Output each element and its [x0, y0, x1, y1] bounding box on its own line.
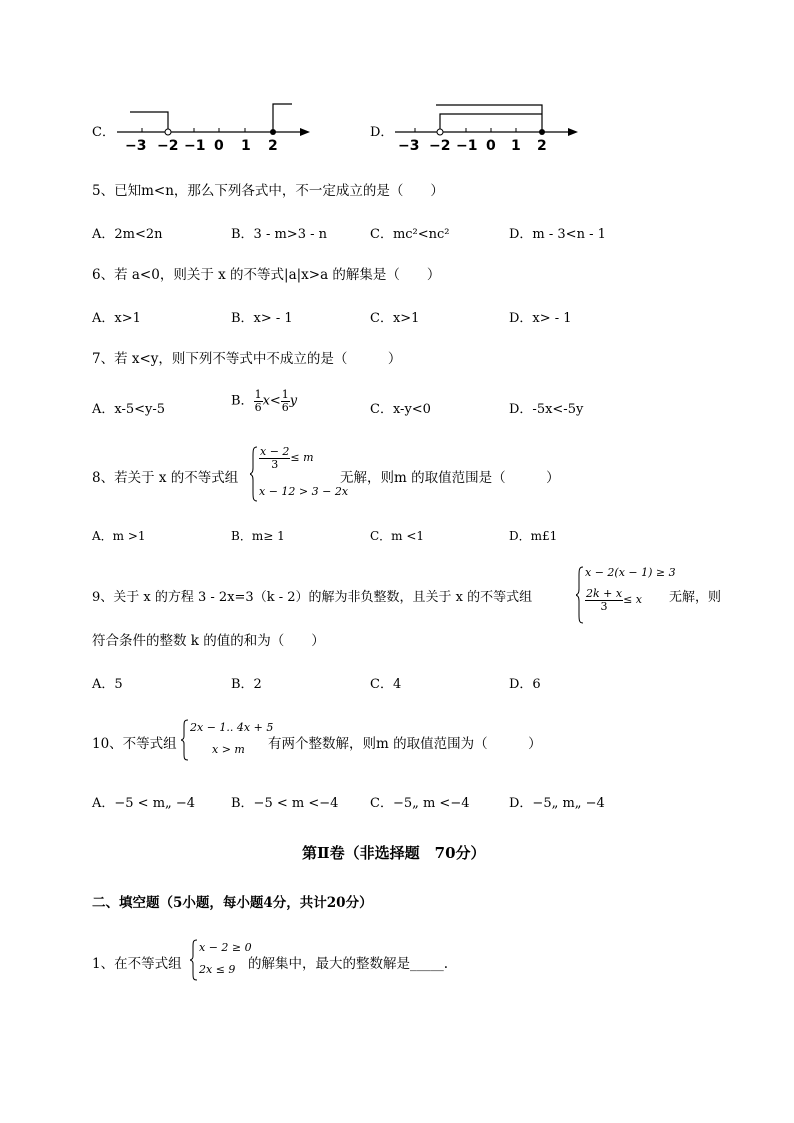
tick-label: 2	[537, 138, 547, 154]
question-8-stem-pre: 8、若关于 x 的不等式组	[92, 470, 239, 486]
tick-label: 2	[268, 138, 278, 154]
section-title: 第Ⅱ卷（非选择题 70分）	[302, 844, 486, 862]
fill-section-heading: 二、填空题（5小题，每小题4分，共计20分）	[92, 895, 373, 911]
option-c-label: C．	[92, 125, 115, 140]
q6-option-b: B．x> - 1	[231, 311, 293, 326]
q6-option-d: D．x> - 1	[509, 311, 572, 326]
q8-system-line2: x − 12 > 3 − 2x	[259, 485, 349, 498]
number-line-d	[390, 100, 590, 155]
question-8-stem-post: 无解，则m 的取值范围是（ ）	[340, 470, 560, 486]
question-9-stem-line2: 符合条件的整数 k 的值的和为（ ）	[92, 633, 325, 649]
tick-label: 1	[241, 138, 251, 154]
tick-label: 0	[214, 138, 224, 154]
q5-option-b: B．3 - m>3 - n	[231, 227, 328, 242]
q10-option-c: C．−5„ m <−4	[370, 796, 470, 811]
q9-option-c: C．4	[370, 677, 402, 692]
q7-option-d: D．-5x<-5y	[509, 402, 584, 417]
question-6-stem: 6、若 a<0，则关于 x 的不等式|a|x>a 的解集是（ ）	[92, 267, 441, 283]
fill-q1-system-line2: 2x ≤ 9	[199, 963, 236, 976]
q8-system-line1: $\frac{x - 2}{3}$ ≤ m	[260, 445, 314, 471]
q9-option-d: D．6	[509, 677, 541, 692]
tick-label: 0	[486, 138, 496, 154]
expr-part: x<	[262, 393, 281, 409]
question-10-stem-pre: 10、不等式组	[92, 736, 177, 752]
tick-label: −2	[157, 138, 179, 154]
q5-option-c: C．mc²<nc²	[370, 227, 450, 242]
left-brace-icon	[181, 719, 189, 761]
q6-option-a: A．x>1	[92, 311, 141, 326]
question-9-stem-post: 无解，则	[669, 590, 722, 605]
q7-option-b	[231, 389, 297, 413]
fill-question-1-pre: 1、在不等式组	[92, 956, 182, 972]
tick-label: −1	[456, 138, 478, 154]
q9-system-line1: x − 2(x − 1) ≥ 3	[585, 566, 676, 579]
q5-option-d: D．m - 3<n - 1	[509, 227, 606, 242]
q10-option-a: A．−5 < m„ −4	[92, 796, 196, 811]
fraction: $\frac{1}{6}$	[254, 388, 262, 414]
left-brace-icon	[190, 939, 198, 981]
q7-option-c: C．x-y<0	[370, 402, 431, 417]
q9-system-line2: $\frac{2k + x}{3}$ ≤ x	[586, 587, 642, 613]
q10-system-line1: 2x − 1.. 4x + 5	[190, 721, 274, 734]
left-brace-icon	[576, 566, 584, 624]
q6-option-c: C．x>1	[370, 311, 420, 326]
left-brace-icon	[250, 446, 258, 502]
tick-label: −2	[429, 138, 451, 154]
question-7-stem: 7、若 x<y，则下列不等式中不成立的是（ ）	[92, 351, 402, 367]
option-letter: B．	[231, 393, 254, 409]
tick-label: −3	[398, 138, 420, 154]
fill-q1-system-line1: x − 2 ≥ 0	[199, 941, 252, 954]
q8-option-a: A．m >1	[92, 529, 146, 543]
tick-label: −3	[125, 138, 147, 154]
q10-option-b: B．−5 < m <−4	[231, 796, 339, 811]
q10-system-line2: x > m	[212, 743, 245, 756]
question-10-stem-post: 有两个整数解，则m 的取值范围为（ ）	[268, 736, 542, 752]
q8-option-b: B．m≥ 1	[231, 529, 285, 543]
q8-option-d: D．m£1	[509, 529, 558, 543]
fill-question-1-post: 的解集中，最大的整数解是_____.	[248, 956, 449, 972]
fraction: $\frac{1}{6}$	[281, 388, 289, 414]
q8-option-c: C．m <1	[370, 529, 425, 543]
q5-option-a: A．2m<2n	[92, 227, 163, 242]
tick-label: 1	[511, 138, 521, 154]
number-line-c	[112, 100, 317, 155]
q9-option-a: A．5	[92, 677, 123, 692]
tick-label: −1	[184, 138, 206, 154]
expr-part: y	[289, 393, 298, 409]
question-9-stem-pre: 9、关于 x 的方程 3 - 2x=3（k - 2）的解为非负整数，且关于 x 的不等式组	[92, 590, 533, 605]
q9-option-b: B．2	[231, 677, 262, 692]
q10-option-d: D．−5„ m„ −4	[509, 796, 605, 811]
option-d-label: D．	[370, 125, 394, 140]
question-5-stem: 5、已知m<n，那么下列各式中，不一定成立的是（ ）	[92, 183, 444, 199]
q7-option-a: A．x-5<y-5	[92, 402, 166, 417]
